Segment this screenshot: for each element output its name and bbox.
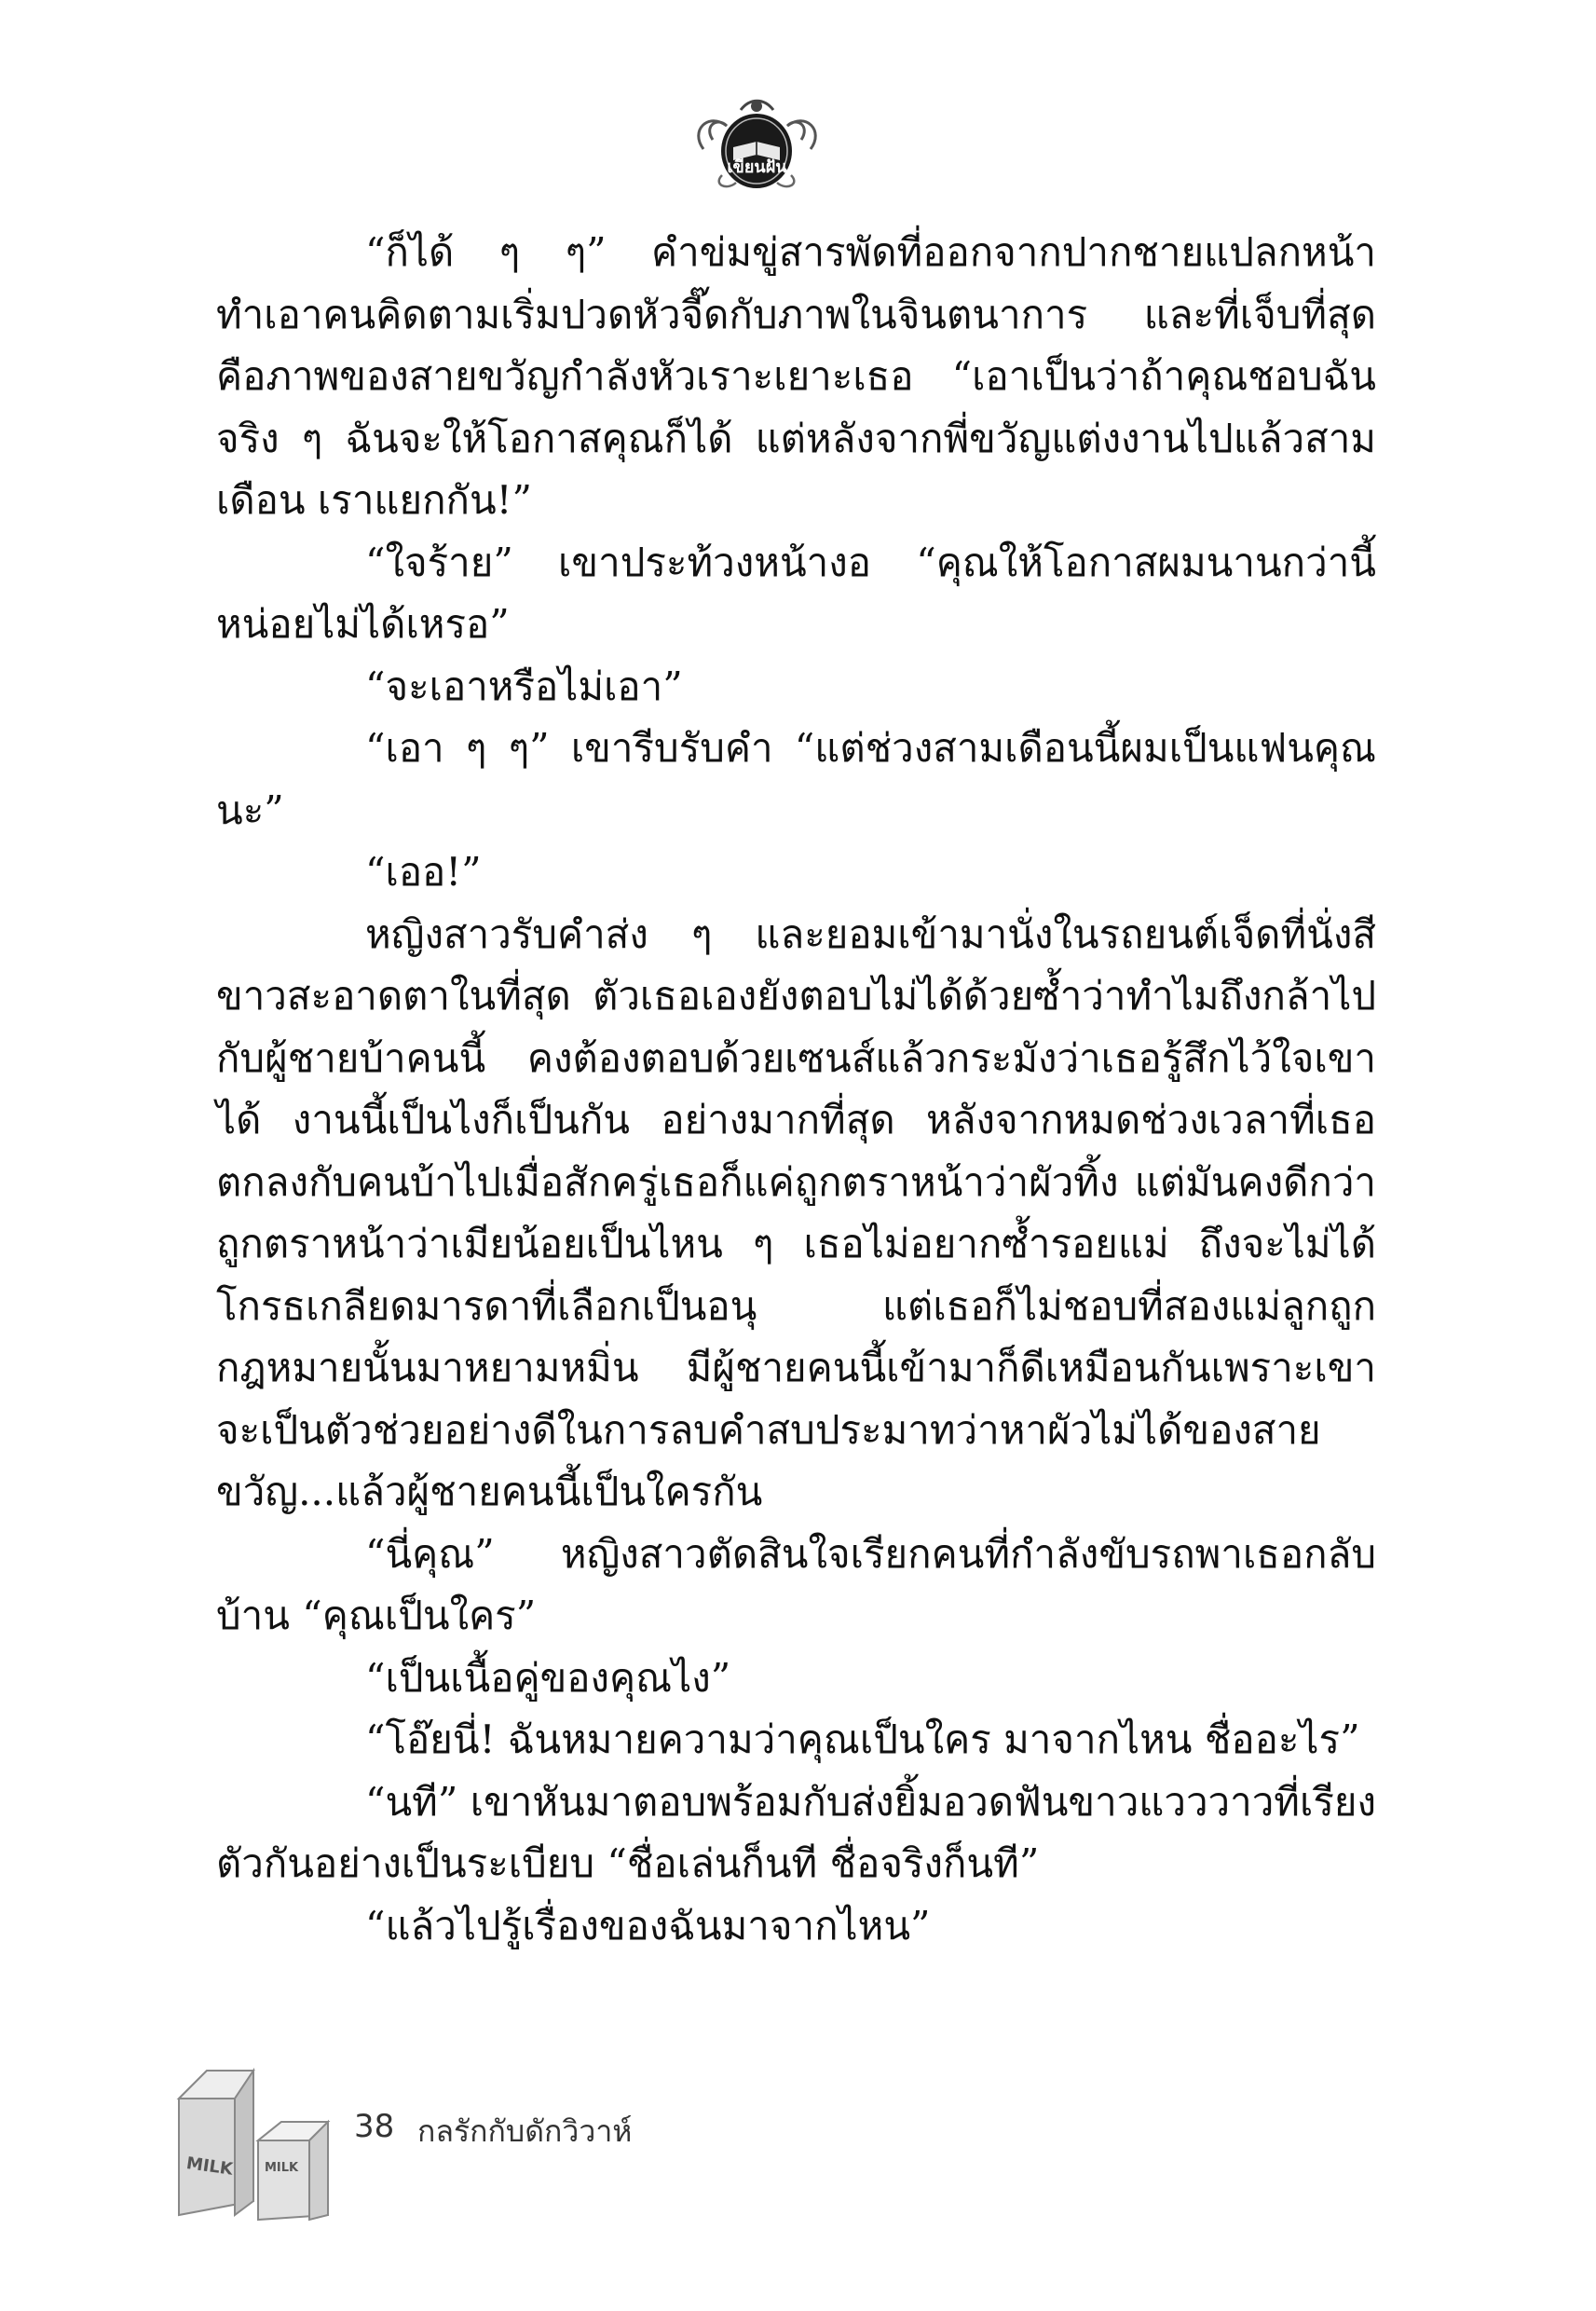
milk-carton-icon	[170, 2061, 337, 2229]
paragraph: “โอ๊ยนี่! ฉันหมายความว่าคุณเป็นใคร มาจากไหน ชื่ออะไร”	[365, 1716, 1360, 1762]
paragraph: หญิงสาวรับคำส่ง ๆ และยอมเข้ามานั่งในรถยนต์เจ็ดที่นั่งสีขาวสะอาดตาในที่สุด ตัวเธอเองยังตอบไม่ได้ด้วยซ้ำว่าทำไมถึงกล้าไปกับผู้ชายบ้าคนนี้ คงต้องตอบด้วยเซนส์แล้วกระมังว่าเธอรู้สึกไว้ใจเขาได้ งานนี้เป็นไงก็เป็นกัน อย่างมากที่สุด หลังจากหมดช่วงเวลาที่เธอตกลงกับคนบ้าไปเมื่อสักครู่เธอก็แค่ถูกตราหน้าว่าผัวทิ้ง แต่มันคงดีกว่าถูกตราหน้าว่าเมียน้อยเป็นไหน ๆ เธอไม่อยากซ้ำรอยแม่ ถึงจะไม่ได้โกรธเกลียดมารดาที่เลือกเป็นอนุ แต่เธอก็ไม่ชอบที่สองแม่ลูกถูกกฎหมายนั้นมาหยามหมิ่น มีผู้ชายคนนี้เข้ามาก็ดีเหมือนกันเพราะเขาจะเป็นตัวช่วยอย่างดีในการลบคำสบประมาทว่าหาผัวไม่ได้ของสายขวัญ...แล้วผู้ชายคนนี้เป็นใครกัน	[216, 910, 1376, 1514]
paragraph: “แล้วไปรู้เรื่องของฉันมาจากไหน”	[365, 1902, 931, 1949]
paragraph: “เป็นเนื้อคู่ของคุณไง”	[365, 1654, 731, 1701]
paragraph: “นี่คุณ” หญิงสาวตัดสินใจเรียกคนที่กำลังขับรถพาเธอกลับบ้าน “คุณเป็นใคร”	[216, 1530, 1376, 1638]
paragraph: “นที” เขาหันมาตอบพร้อมกับส่งยิ้มอวดฟันขาวแวววาวที่เรียงตัวกันอย่างเป็นระเบียบ “ชื่อเล่นก็นที ชื่อจริงก็นที”	[216, 1778, 1376, 1886]
milk-label: MILK	[265, 2161, 299, 2175]
page-number: 38	[354, 2108, 395, 2145]
book-title: กลรักกับดักวิวาห์	[417, 2113, 633, 2149]
paragraph: “จะเอาหรือไม่เอา”	[365, 663, 683, 709]
paragraph: “เอา ๆ ๆ” เขารีบรับคำ “แต่ช่วงสามเดือนนี้ผมเป็นแฟนคุณนะ”	[216, 725, 1376, 833]
publisher-logo-text: เขียนฝัน	[727, 157, 787, 177]
publisher-crest-icon	[685, 93, 829, 196]
story-text	[216, 222, 1376, 1957]
paragraph: “ใจร้าย” เขาประท้วงหน้างอ “คุณให้โอกาสผมนานกว่านี้หน่อยไม่ได้เหรอ”	[216, 539, 1376, 647]
paragraph: “เออ!”	[365, 849, 482, 895]
milk-label: MILK	[184, 2154, 235, 2180]
paragraph: “ก็ได้ ๆ ๆ” คำข่มขู่สารพัดที่ออกจากปากชายแปลกหน้าทำเอาคนคิดตามเริ่มปวดหัวจี๊ดกับภาพในจินตนาการ และที่เจ็บที่สุดคือภาพของสายขวัญกำลังหัวเราะเยาะเธอ “เอาเป็นว่าถ้าคุณชอบฉันจริง ๆ ฉันจะให้โอกาสคุณก็ได้ แต่หลังจากพี่ขวัญแต่งงานไปแล้วสามเดือน เราแยกกัน!”	[216, 229, 1376, 523]
